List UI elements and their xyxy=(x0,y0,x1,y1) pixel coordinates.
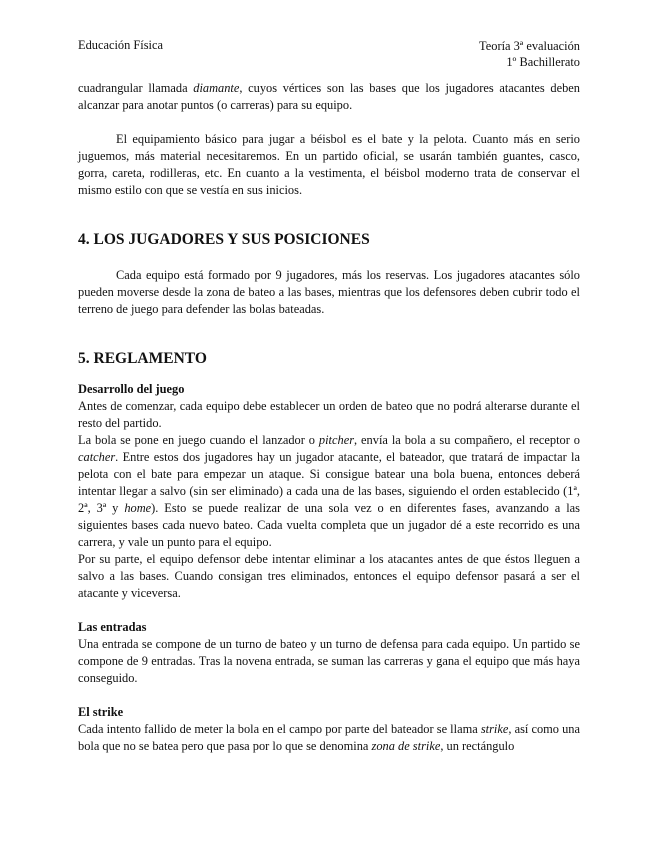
strike-paragraph xyxy=(78,721,580,755)
text-run: cuadrangular llamada xyxy=(78,81,194,95)
text-run: Cada intento fallido de meter la bola en el campo por parte del bateador se llama xyxy=(78,722,481,736)
players-paragraph: Cada equipo está formado por 9 jugadores, más los reservas. Los jugadores atacantes sólo pueden moverse desde la zona de bateo a las bases, mientras que los defensores deben cubrir todo el terreno de juego para defender las bolas bateadas. xyxy=(78,268,580,316)
desarrollo-paragraph-1: Antes de comenzar, cada equipo debe establecer un orden de bateo que no podrá alterarse durante el resto del partido. xyxy=(78,399,580,430)
text-run: La bola se pone en juego cuando el lanzador o xyxy=(78,433,319,447)
text-run: , así como una bola que no se batea pero que pasa por lo que se denomina xyxy=(78,722,580,753)
desarrollo-paragraph-2 xyxy=(78,432,580,551)
header-course-info xyxy=(479,38,580,70)
header-subject: Educación Física xyxy=(78,38,163,52)
section-4-heading: 4. LOS JUGADORES Y SUS POSICIONES xyxy=(78,231,370,248)
page-header xyxy=(78,38,580,72)
intro-paragraph-continued xyxy=(78,80,580,114)
entradas-paragraph: Una entrada se compone de un turno de bateo y un turno de defensa para cada equipo. Un partido se compone de 9 entradas. Tras la novena entrada, se suman las carreras y gana el equipo que más haya conseguido. xyxy=(78,637,580,685)
text-run: , cuyos vértices son las bases que los jugadores atacantes deben alcanzar para anotar puntos (o carreras) para su equipo. xyxy=(78,81,580,112)
header-term: Teoría 3ª evaluación xyxy=(479,39,580,53)
text-run: , envía la bola a su compañero, el receptor o xyxy=(354,433,580,447)
subheading-strike: El strike xyxy=(78,705,124,719)
section-5-heading: 5. REGLAMENTO xyxy=(78,350,207,367)
page-body xyxy=(78,80,580,755)
term-home: home xyxy=(124,501,152,515)
equipment-paragraph: El equipamiento básico para jugar a béisbol es el bate y la pelota. Cuanto más en serio juguemos, más material necesitaremos. En un partido oficial, se usarán también guantes, casco, gorra, careta, rodilleras, etc. En cuanto a la vestimenta, el béisbol moderno trata de conservar el mismo estilo con que se vestía en sus inicios. xyxy=(78,132,580,197)
text-run: . Entre estos dos jugadores hay un jugador atacante, el bateador, que tratará de impactar la pelota con el bate para empezar un ataque. Si consigue batear una bola buena, entonces deberá intentar llegar a salvo (sin ser eliminado) a cada una de las bases, siguiendo el orden establecido (1ª, 2ª, 3ª y xyxy=(78,450,580,515)
header-level: 1º Bachillerato xyxy=(506,55,580,69)
subheading-desarrollo: Desarrollo del juego xyxy=(78,382,185,396)
term-strike: strike xyxy=(480,722,509,736)
desarrollo-paragraph-3: Por su parte, el equipo defensor debe intentar eliminar a los atacantes antes de que éstos lleguen a salvo a las bases. Cuando consigan tres eliminados, entonces el equipo defensor pasará a ser el atacante y viceversa. xyxy=(78,552,580,600)
term-pitcher: pitcher xyxy=(318,433,355,447)
text-run: , un rectángulo xyxy=(440,739,515,753)
subheading-entradas: Las entradas xyxy=(78,620,147,634)
term-diamante: diamante xyxy=(193,81,240,95)
term-zona-de-strike: zona de strike xyxy=(371,739,441,753)
term-catcher: catcher xyxy=(78,450,116,464)
text-run: ). Esto se puede realizar de una sola vez o en diferentes fases, avanzando a las siguientes bases cada nuevo bateo. Cada vuelta completa que un jugador dé a este recorrido es una carrera, y vale un punto para el equipo. xyxy=(78,501,580,549)
